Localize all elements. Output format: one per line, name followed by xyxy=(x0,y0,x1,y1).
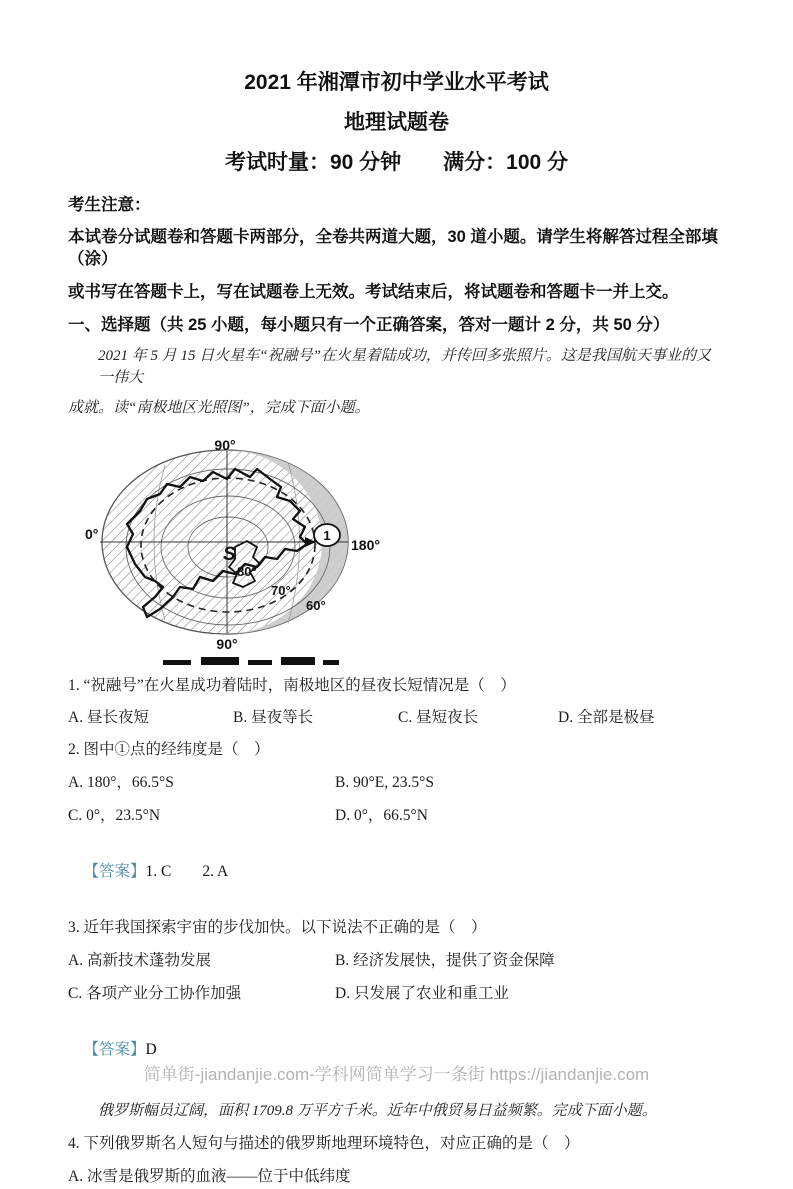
map-label-90-bottom: 90° xyxy=(216,636,238,652)
notice-line-2: 或书写在答题卡上，写在试题卷上无效。考试结束后，将试题卷和答题卡一并上交。 xyxy=(68,283,679,301)
question-3-stem: 3. 近年我国探索宇宙的步伐加快。以下说法不正确的是（ ） xyxy=(68,919,487,936)
answer-value: D xyxy=(145,1041,157,1058)
exam-subtitle: 地理试题卷 xyxy=(344,111,449,134)
map-label-0-left: 0° xyxy=(85,526,99,542)
option-3d: D. 只发展了农业和重工业 xyxy=(335,985,509,1002)
map-label-90-top: 90° xyxy=(214,439,236,453)
map-label-lat60: 60° xyxy=(306,598,326,613)
question-2-stem: 2. 图中①点的经纬度是（ ） xyxy=(68,741,270,758)
answer-q1-q2 xyxy=(68,836,725,908)
question-4-stem: 4. 下列俄罗斯名人短句与描述的俄罗斯地理环境特色，对应正确的是（ ） xyxy=(68,1135,580,1152)
passage-mars-line-2: 成就。读“南极地区光照图”，完成下面小题。 xyxy=(68,400,370,416)
map-point1-label: 1 xyxy=(323,528,331,543)
option-2c: C. 0°，23.5°N xyxy=(68,807,161,824)
notice-heading: 考生注意： xyxy=(68,196,151,214)
option-1c: C. 昼短夜长 xyxy=(398,709,479,726)
option-3a: A. 高新技术蓬勃发展 xyxy=(68,952,211,969)
question-3-options-row-2 xyxy=(68,982,725,1006)
option-1d: D. 全部是极昼 xyxy=(558,709,655,726)
answer-label: 【答案】 xyxy=(83,863,146,880)
question-3-options-row-1 xyxy=(68,949,725,973)
option-3b: B. 经济发展快，提供了资金保障 xyxy=(335,952,555,969)
question-2-options-row-1 xyxy=(68,771,725,795)
option-4a: A. 冰雪是俄罗斯的血液——位于中低纬度 xyxy=(68,1168,351,1185)
option-2b: B. 90°E, 23.5°S xyxy=(335,774,434,791)
option-2a: A. 180°，66.5°S xyxy=(68,774,174,791)
option-1a: A. 昼长夜短 xyxy=(68,709,149,726)
map-label-south-pole: S xyxy=(223,544,236,565)
passage-russia: 俄罗斯幅员辽阔，面积 1709.8 万平方千米。近年中俄贸易日益频繁。完成下面小题。 xyxy=(98,1103,657,1119)
question-1-stem: 1. “祝融号”在火星成功着陆时，南极地区的昼夜长短情况是（ ） xyxy=(68,677,516,694)
exam-title: 2021 年湘潭市初中学业水平考试 xyxy=(244,71,549,94)
map-label-180-right: 180° xyxy=(351,537,380,553)
question-1-options xyxy=(68,706,725,730)
south-pole-illumination-map xyxy=(85,439,400,669)
passage-mars-line-1: 2021 年 5 月 15 日火星车“祝融号”在火星着陆成功，并传回多张照片。这是我国航天事业的又一伟大 xyxy=(98,348,711,386)
map-caption-smudge xyxy=(163,657,339,665)
exam-meta: 考试时量：90 分钟 满分：100 分 xyxy=(224,151,569,174)
section-heading: 一、选择题（共 25 小题，每小题只有一个正确答案，答对一题计 2 分，共 50 分） xyxy=(68,316,670,334)
option-2d: D. 0°，66.5°N xyxy=(335,807,428,824)
answer-value: 1. C 2. A xyxy=(145,863,229,880)
notice-line-1: 本试卷分试题卷和答题卡两部分，全卷共两道大题，30 道小题。请学生将解答过程全部填（涂） xyxy=(68,228,718,268)
option-1b: B. 昼夜等长 xyxy=(233,709,314,726)
watermark-footer: 简单街-jiandanjie.com-学科网简单学习一条街 https://jiandanjie.com xyxy=(143,1065,650,1084)
map-label-lat80: 80° xyxy=(237,564,257,579)
map-label-lat70: 70° xyxy=(271,583,291,598)
question-2-options-row-2 xyxy=(68,804,725,828)
option-3c: C. 各项产业分工协作加强 xyxy=(68,985,242,1002)
map-figure xyxy=(85,439,400,669)
answer-label: 【答案】 xyxy=(83,1041,146,1058)
